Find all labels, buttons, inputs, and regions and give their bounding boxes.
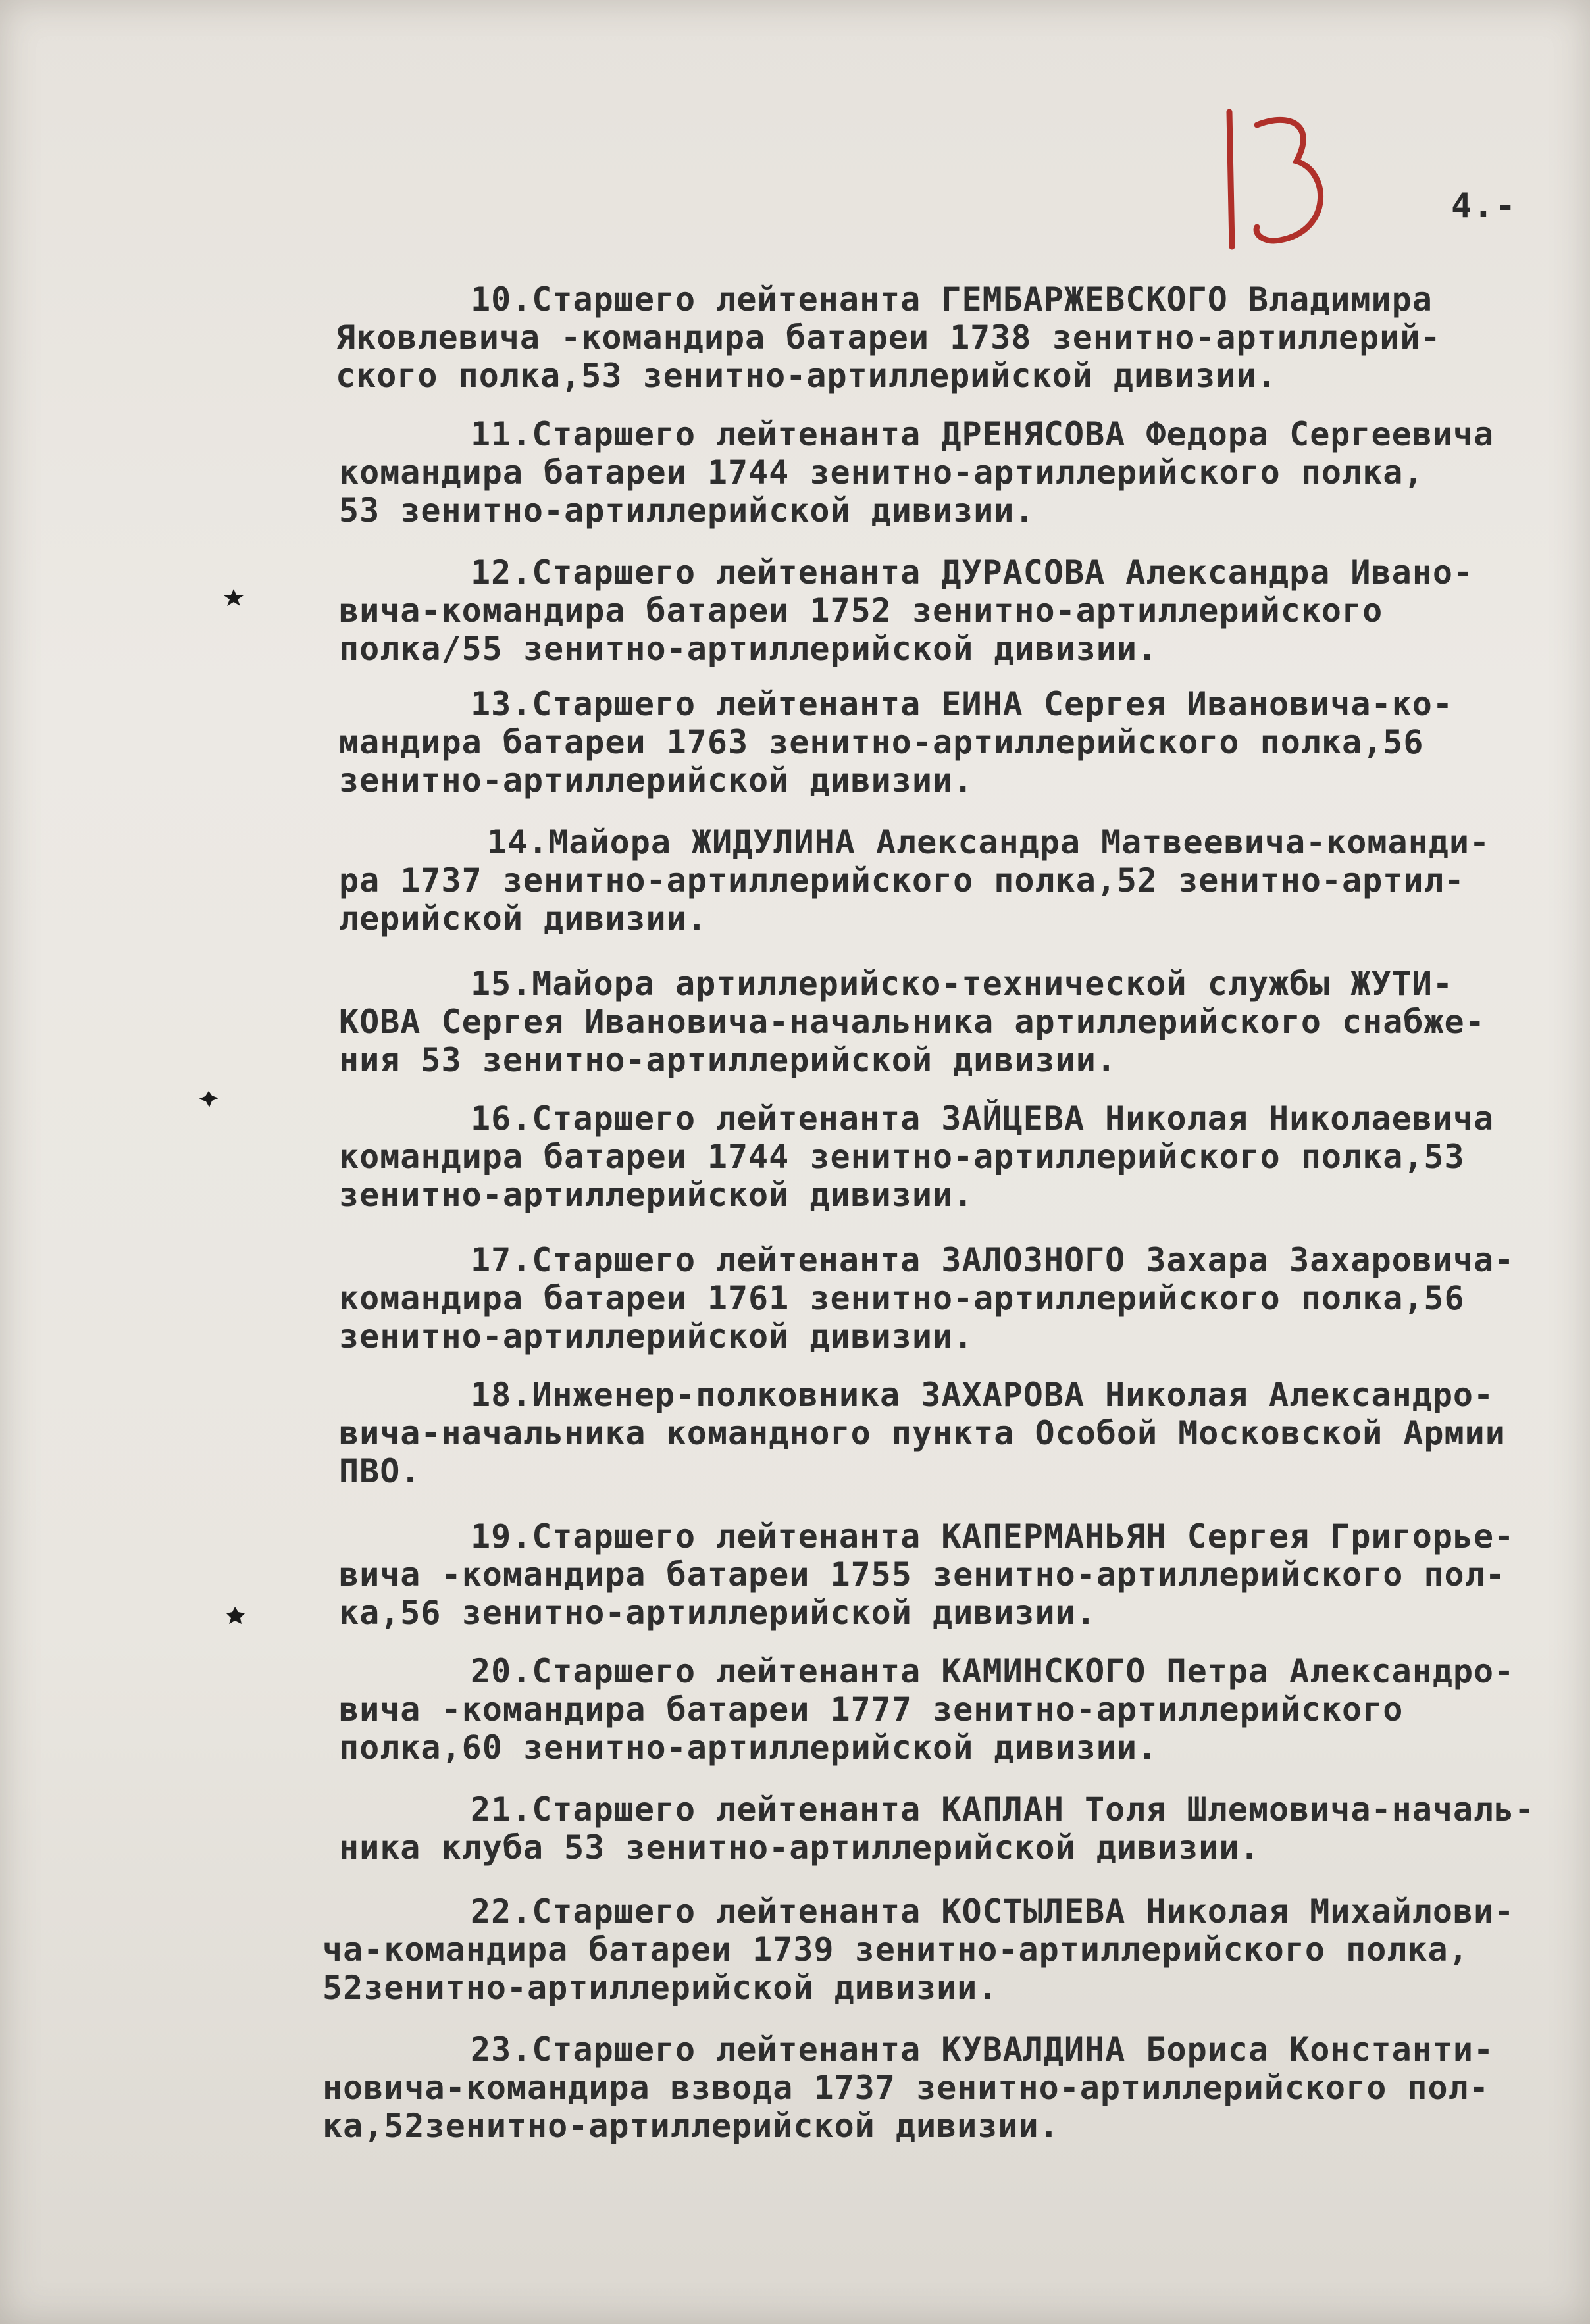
entry-line: 11.Старшего лейтенанта ДРЕНЯСОВА Федора Сергеевича	[471, 415, 1495, 453]
entry-line: 14.Майора ЖИДУЛИНА Александра Матвеевича-команди-	[487, 823, 1491, 861]
entry-line: ПВО.	[339, 1452, 421, 1490]
punch-hole-2	[197, 1089, 220, 1109]
entry-line: новича-командира взвода 1737 зенитно-артиллерийского пол-	[322, 2069, 1489, 2107]
entry-line: командира батареи 1761 зенитно-артиллерийского полка,56	[339, 1279, 1465, 1317]
entry-line: ника клуба 53 зенитно-артиллерийской дивизии.	[339, 1829, 1260, 1867]
entry-line: вича -командира батареи 1755 зенитно-артиллерийского пол-	[339, 1555, 1506, 1594]
entry-line: 12.Старшего лейтенанта ДУРАСОВА Александра Ивано-	[471, 553, 1474, 592]
entry-line: 15.Майора артиллерийско-технической службы ЖУТИ-	[471, 965, 1453, 1003]
entry-line: 21.Старшего лейтенанта КАПЛАН Толя Шлемовича-началь-	[471, 1790, 1535, 1829]
handwritten-page-mark	[1218, 99, 1336, 257]
entry-line: зенитно-артиллерийской дивизии.	[339, 1176, 974, 1214]
entry-line: 22.Старшего лейтенанта КОСТЫЛЕВА Николая Михайлови-	[471, 1892, 1515, 1931]
entry-line: полка/55 зенитно-артиллерийской дивизии.	[339, 630, 1158, 668]
entry-line: 23.Старшего лейтенанта КУВАЛДИНА Бориса Константи-	[471, 2031, 1495, 2069]
entry-line: лерийской дивизии.	[339, 899, 707, 938]
entry-line: полка,60 зенитно-артиллерийской дивизии.	[339, 1729, 1158, 1767]
entry-line: ка,56 зенитно-артиллерийской дивизии.	[339, 1594, 1096, 1632]
entry-line: 16.Старшего лейтенанта ЗАЙЦЕВА Николая Николаевича	[471, 1099, 1495, 1138]
entry-line: 53 зенитно-артиллерийской дивизии.	[339, 492, 1035, 530]
entry-line: мандира батареи 1763 зенитно-артиллерийского полка,56	[339, 723, 1424, 761]
entry-line: зенитно-артиллерийской дивизии.	[339, 761, 974, 799]
entry-line: зенитно-артиллерийской дивизии.	[339, 1317, 974, 1355]
entry-line: 18.Инженер-полковника ЗАХАРОВА Николая Александро-	[471, 1376, 1495, 1414]
entry-line: командира батареи 1744 зенитно-артиллерийского полка,	[339, 453, 1424, 492]
entry-line: ча-командира батареи 1739 зенитно-артиллерийского полка,	[322, 1931, 1469, 1969]
entry-line: командира батареи 1744 зенитно-артиллерийского полка,53	[339, 1138, 1465, 1176]
entry-line: КОВА Сергея Ивановича-начальника артиллерийского снабже-	[339, 1003, 1485, 1041]
entry-line: 13.Старшего лейтенанта ЕИНА Сергея Ивановича-ко-	[471, 685, 1453, 723]
entry-line: ского полка,53 зенитно-артиллерийской дивизии.	[336, 357, 1277, 395]
entry-line: вича-командира батареи 1752 зенитно-артиллерийского	[339, 592, 1383, 630]
punch-hole-1	[222, 588, 245, 607]
entry-line: 19.Старшего лейтенанта КАПЕРМАНЬЯН Сергея Григорье-	[471, 1517, 1515, 1555]
entry-line: вича -командира батареи 1777 зенитно-артиллерийского	[339, 1690, 1404, 1729]
entry-line: 10.Старшего лейтенанта ГЕМБАРЖЕВСКОГО Владимира	[471, 280, 1433, 318]
entry-line: ния 53 зенитно-артиллерийской дивизии.	[339, 1041, 1117, 1079]
punch-hole-3	[224, 1605, 247, 1625]
entry-line: 52зенитно-артиллерийской дивизии.	[322, 1969, 998, 2007]
entry-line: 20.Старшего лейтенанта КАМИНСКОГО Петра Александро-	[471, 1652, 1515, 1690]
entry-line: ка,52зенитно-артиллерийской дивизии.	[322, 2107, 1060, 2145]
entry-line: вича-начальника командного пункта Особой Московской Армии	[339, 1414, 1506, 1452]
entry-line: ра 1737 зенитно-артиллерийского полка,52 зенитно-артил-	[339, 861, 1465, 899]
entry-line: Яковлевича -командира батареи 1738 зенитно-артиллерий-	[336, 318, 1441, 357]
entry-line: 17.Старшего лейтенанта ЗАЛОЗНОГО Захара Захаровича-	[471, 1241, 1515, 1279]
page-number: 4.-	[1451, 186, 1517, 226]
